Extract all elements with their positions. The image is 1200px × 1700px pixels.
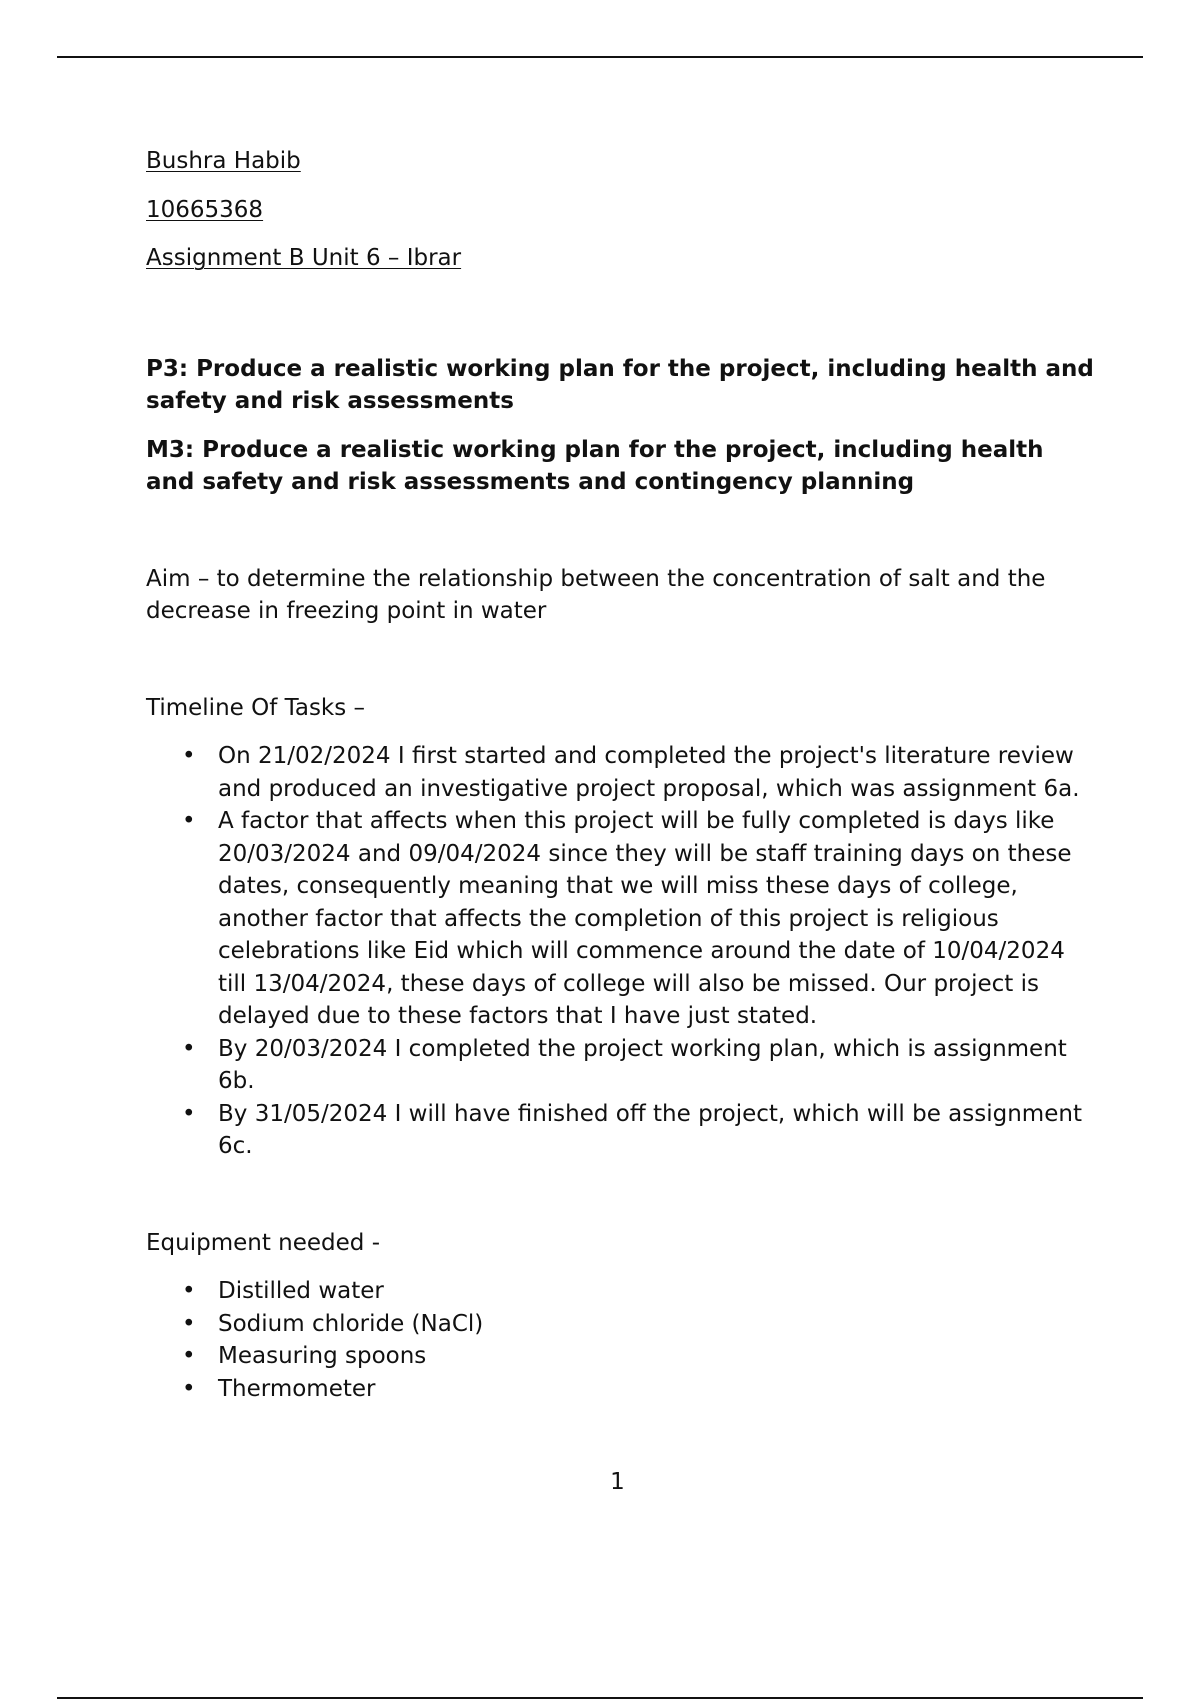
criterion-p3: P3: Produce a realistic working plan for the project, including health and safety and risk assessments xyxy=(146,355,1094,414)
student-name: Bushra Habib xyxy=(146,148,301,174)
student-id: 10665368 xyxy=(146,196,264,223)
list-item xyxy=(146,1340,1096,1373)
list-item xyxy=(146,740,1096,805)
list-item-text: On 21/02/2024 I first started and completed the project's literature review and produced an investigative project proposal, which was assignment 6a. xyxy=(218,743,1080,802)
list-item xyxy=(146,1275,1096,1308)
list-item xyxy=(146,1373,1096,1406)
list-item-text: Measuring spoons xyxy=(218,1343,427,1369)
list-item xyxy=(146,1308,1096,1341)
bullet-icon: • xyxy=(182,1100,196,1127)
bullet-icon: • xyxy=(182,1278,196,1304)
aim-text: Aim – to determine the relationship between the concentration of salt and the decrease in freezing point in water xyxy=(146,565,1046,624)
list-item xyxy=(146,1098,1096,1163)
list-item xyxy=(146,805,1096,1033)
list-item-text: A factor that affects when this project will be fully completed is days like 20/03/2024 and 09/04/2024 since they will be staff training days on these dates, consequently meaning that we will miss these days of college, another factor that affects the completion of this project is religious celebrations like Eid which will commence around the date of 10/04/2024 till 13/04/2024, these days of college will also be missed. Our project is delayed due to these factors that I have just stated. xyxy=(218,808,1072,1029)
bullet-icon: • xyxy=(182,1375,196,1402)
equipment-list xyxy=(146,1275,1096,1405)
criterion-m3: M3: Produce a realistic working plan for the project, including health and safety and risk assessments and contingency planning xyxy=(146,436,1044,495)
list-item xyxy=(146,1033,1096,1098)
bullet-icon: • xyxy=(182,1343,196,1369)
assignment-title: Assignment B Unit 6 – Ibrar xyxy=(146,245,462,271)
page-number: 1 xyxy=(610,1469,625,1495)
list-item-text: Thermometer xyxy=(218,1375,376,1402)
timeline-heading: Timeline Of Tasks – xyxy=(146,694,366,721)
list-item-text: Sodium chloride (NaCl) xyxy=(218,1310,484,1337)
top-rule xyxy=(57,56,1143,58)
document-body xyxy=(146,145,1096,1405)
list-item-text: By 31/05/2024 I will have finished off the project, which will be assignment 6c. xyxy=(218,1100,1082,1159)
timeline-list xyxy=(146,740,1096,1163)
bullet-icon: • xyxy=(182,1310,196,1337)
bullet-icon: • xyxy=(182,743,196,769)
list-item-text: Distilled water xyxy=(218,1278,384,1304)
bottom-rule xyxy=(57,1697,1143,1699)
list-item-text: By 20/03/2024 I completed the project working plan, which is assignment 6b. xyxy=(218,1035,1067,1094)
bullet-icon: • xyxy=(182,808,196,834)
equipment-heading: Equipment needed - xyxy=(146,1229,380,1256)
bullet-icon: • xyxy=(182,1035,196,1062)
